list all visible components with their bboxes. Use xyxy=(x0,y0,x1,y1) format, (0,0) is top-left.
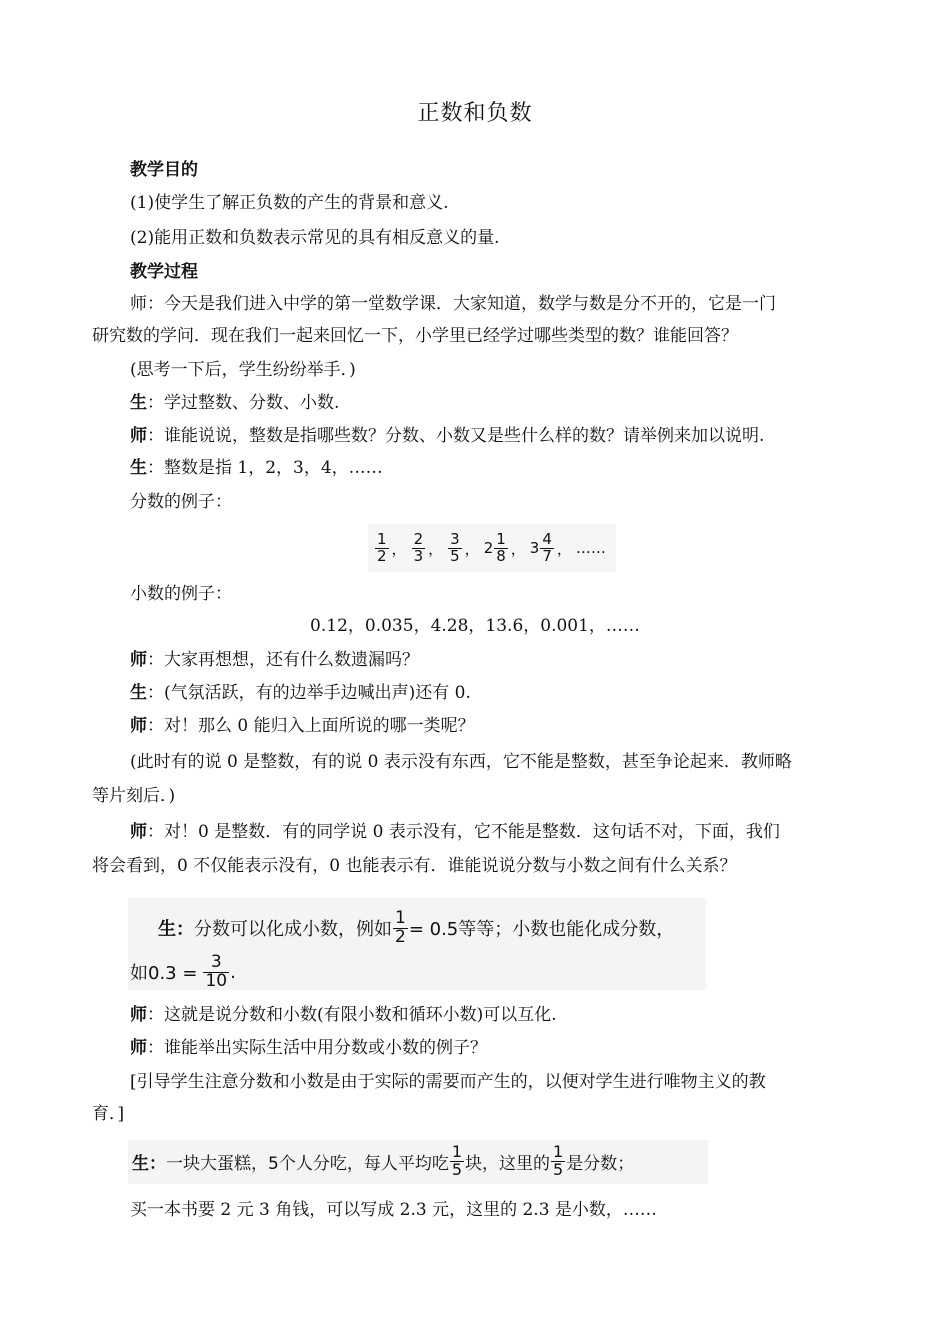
separator: ， xyxy=(556,539,572,558)
answer-line-2: 如0.3 = $\frac{3}{10}$ . xyxy=(130,952,236,991)
paragraph-1-line-1: 师：今天是我们进入中学的第一堂数学课．大家知道，数学与数是分不开的，它是一门 xyxy=(130,294,776,314)
answer-line-1: 生： 分数可以化成小数，例如 $\frac{1}{2}$ = 0.5等等；小数也能化成分数， xyxy=(158,908,675,947)
student-example-image xyxy=(128,1140,708,1184)
fraction: $\frac{1}{2}$ xyxy=(377,529,387,565)
paragraph-4 xyxy=(130,424,764,448)
paragraph-text: ：谁能举出实际生活中用分数或小数的例子？ xyxy=(147,1038,487,1058)
paragraph-15-line-1: [引导学生注意分数和小数是由于实际的需要而产生的，以便对学生进行唯物主义的教 xyxy=(130,1072,766,1092)
paragraph-text: ：这就是说分数和小数(有限小数和循环小数)可以互化. xyxy=(147,1005,557,1025)
goal-heading: 教学目的 xyxy=(130,160,198,180)
speaker-label: 生 xyxy=(130,458,147,478)
fraction: $\frac{1}{5}$ xyxy=(451,1142,463,1179)
paragraph-10 xyxy=(130,714,475,738)
paragraph-text: ：大家再想想，还有什么数遗漏吗？ xyxy=(147,650,419,670)
mixed-number: 2 $\frac{1}{8}$ xyxy=(483,529,506,565)
example-line: 生： 一块大蛋糕，5个人分吃，每人平均吃 $\frac{1}{5}$ 块，这里的 $\frac{1}{5}$ 是分数； xyxy=(132,1142,635,1179)
fraction-examples xyxy=(368,524,616,572)
decimal-examples: 0.12，0.035，4.28，13.6，0.001，…… xyxy=(310,616,640,636)
fraction: $\frac{1}{5}$ xyxy=(553,1142,564,1179)
paragraph-text: ：对！0 是整数．有的同学说 0 表示没有，它不能是整数．这句话不对，下面，我们 xyxy=(147,822,780,842)
paragraph-13 xyxy=(130,1003,557,1027)
separator: ， xyxy=(464,539,480,558)
separator: ， xyxy=(428,539,444,558)
speaker-label: 师 xyxy=(130,1038,147,1058)
speaker-label: 师 xyxy=(130,716,147,736)
paragraph-15-line-2: 育．] xyxy=(92,1104,125,1124)
fraction: $\frac{3}{10}$ xyxy=(205,952,228,991)
fraction: $\frac{3}{5}$ xyxy=(450,529,460,565)
process-heading: 教学过程 xyxy=(130,262,198,282)
student-answer-image xyxy=(128,898,706,990)
separator: ， xyxy=(510,539,526,558)
paragraph-2: (思考一下后，学生纷纷举手．) xyxy=(130,360,356,380)
ellipsis: …… xyxy=(575,539,606,557)
paragraph-6: 分数的例子： xyxy=(130,492,232,512)
speaker-label: 师 xyxy=(130,822,147,842)
paragraph-1-line-2: 研究数的学问．现在我们一起来回忆一下，小学里已经学过哪些类型的数？谁能回答？ xyxy=(92,326,738,346)
paragraph-3 xyxy=(130,391,339,415)
paragraph-11-line-2: 等片刻后．) xyxy=(92,786,176,806)
speaker-label: 师 xyxy=(130,426,147,446)
separator: ， xyxy=(391,539,407,558)
paragraph-12-line-2: 将会看到，0 不仅能表示没有，0 也能表示有．谁能说说分数与小数之间有什么关系？ xyxy=(92,856,737,876)
paragraph-5 xyxy=(130,456,383,480)
paragraph-7: 小数的例子： xyxy=(130,584,232,604)
paragraph-text: ：对！那么 0 能归入上面所说的哪一类呢？ xyxy=(147,716,475,736)
speaker-label: 生： xyxy=(132,1153,166,1174)
goal-item-1: (1)使学生了解正负数的产生的背景和意义. xyxy=(130,193,449,213)
paragraph-text: ：整数是指 1，2，3，4，…… xyxy=(147,458,383,478)
page-title: 正数和负数 xyxy=(417,101,533,126)
paragraph-text: ：谁能说说，整数是指哪些数？分数、小数又是些什么样的数？请举例来加以说明. xyxy=(147,426,765,446)
fraction: $\frac{1}{2}$ xyxy=(395,908,406,947)
speaker-label: 生： xyxy=(158,919,194,941)
speaker-label: 师 xyxy=(130,1005,147,1025)
paragraph-text: ：(气氛活跃，有的边举手边喊出声)还有 0. xyxy=(147,683,471,703)
speaker-label: 生 xyxy=(130,683,147,703)
paragraph-9 xyxy=(130,681,471,705)
paragraph-11-line-1: (此时有的说 0 是整数，有的说 0 表示没有东西，它不能是整数，甚至争论起来．教师略 xyxy=(130,752,792,772)
paragraph-14 xyxy=(130,1036,487,1060)
fraction: $\frac{2}{3}$ xyxy=(413,529,424,565)
mixed-number: 3 $\frac{4}{7}$ xyxy=(529,529,552,565)
paragraph-text: ：学过整数、分数、小数. xyxy=(147,393,340,413)
paragraph-16: 买一本书要 2 元 3 角钱，可以写成 2.3 元，这里的 2.3 是小数，…… xyxy=(130,1200,657,1220)
speaker-label: 师 xyxy=(130,650,147,670)
paragraph-8 xyxy=(130,648,419,672)
goal-item-2: (2)能用正数和负数表示常见的具有相反意义的量. xyxy=(130,228,500,248)
speaker-label: 生 xyxy=(130,393,147,413)
paragraph-12-line-1 xyxy=(130,820,780,844)
